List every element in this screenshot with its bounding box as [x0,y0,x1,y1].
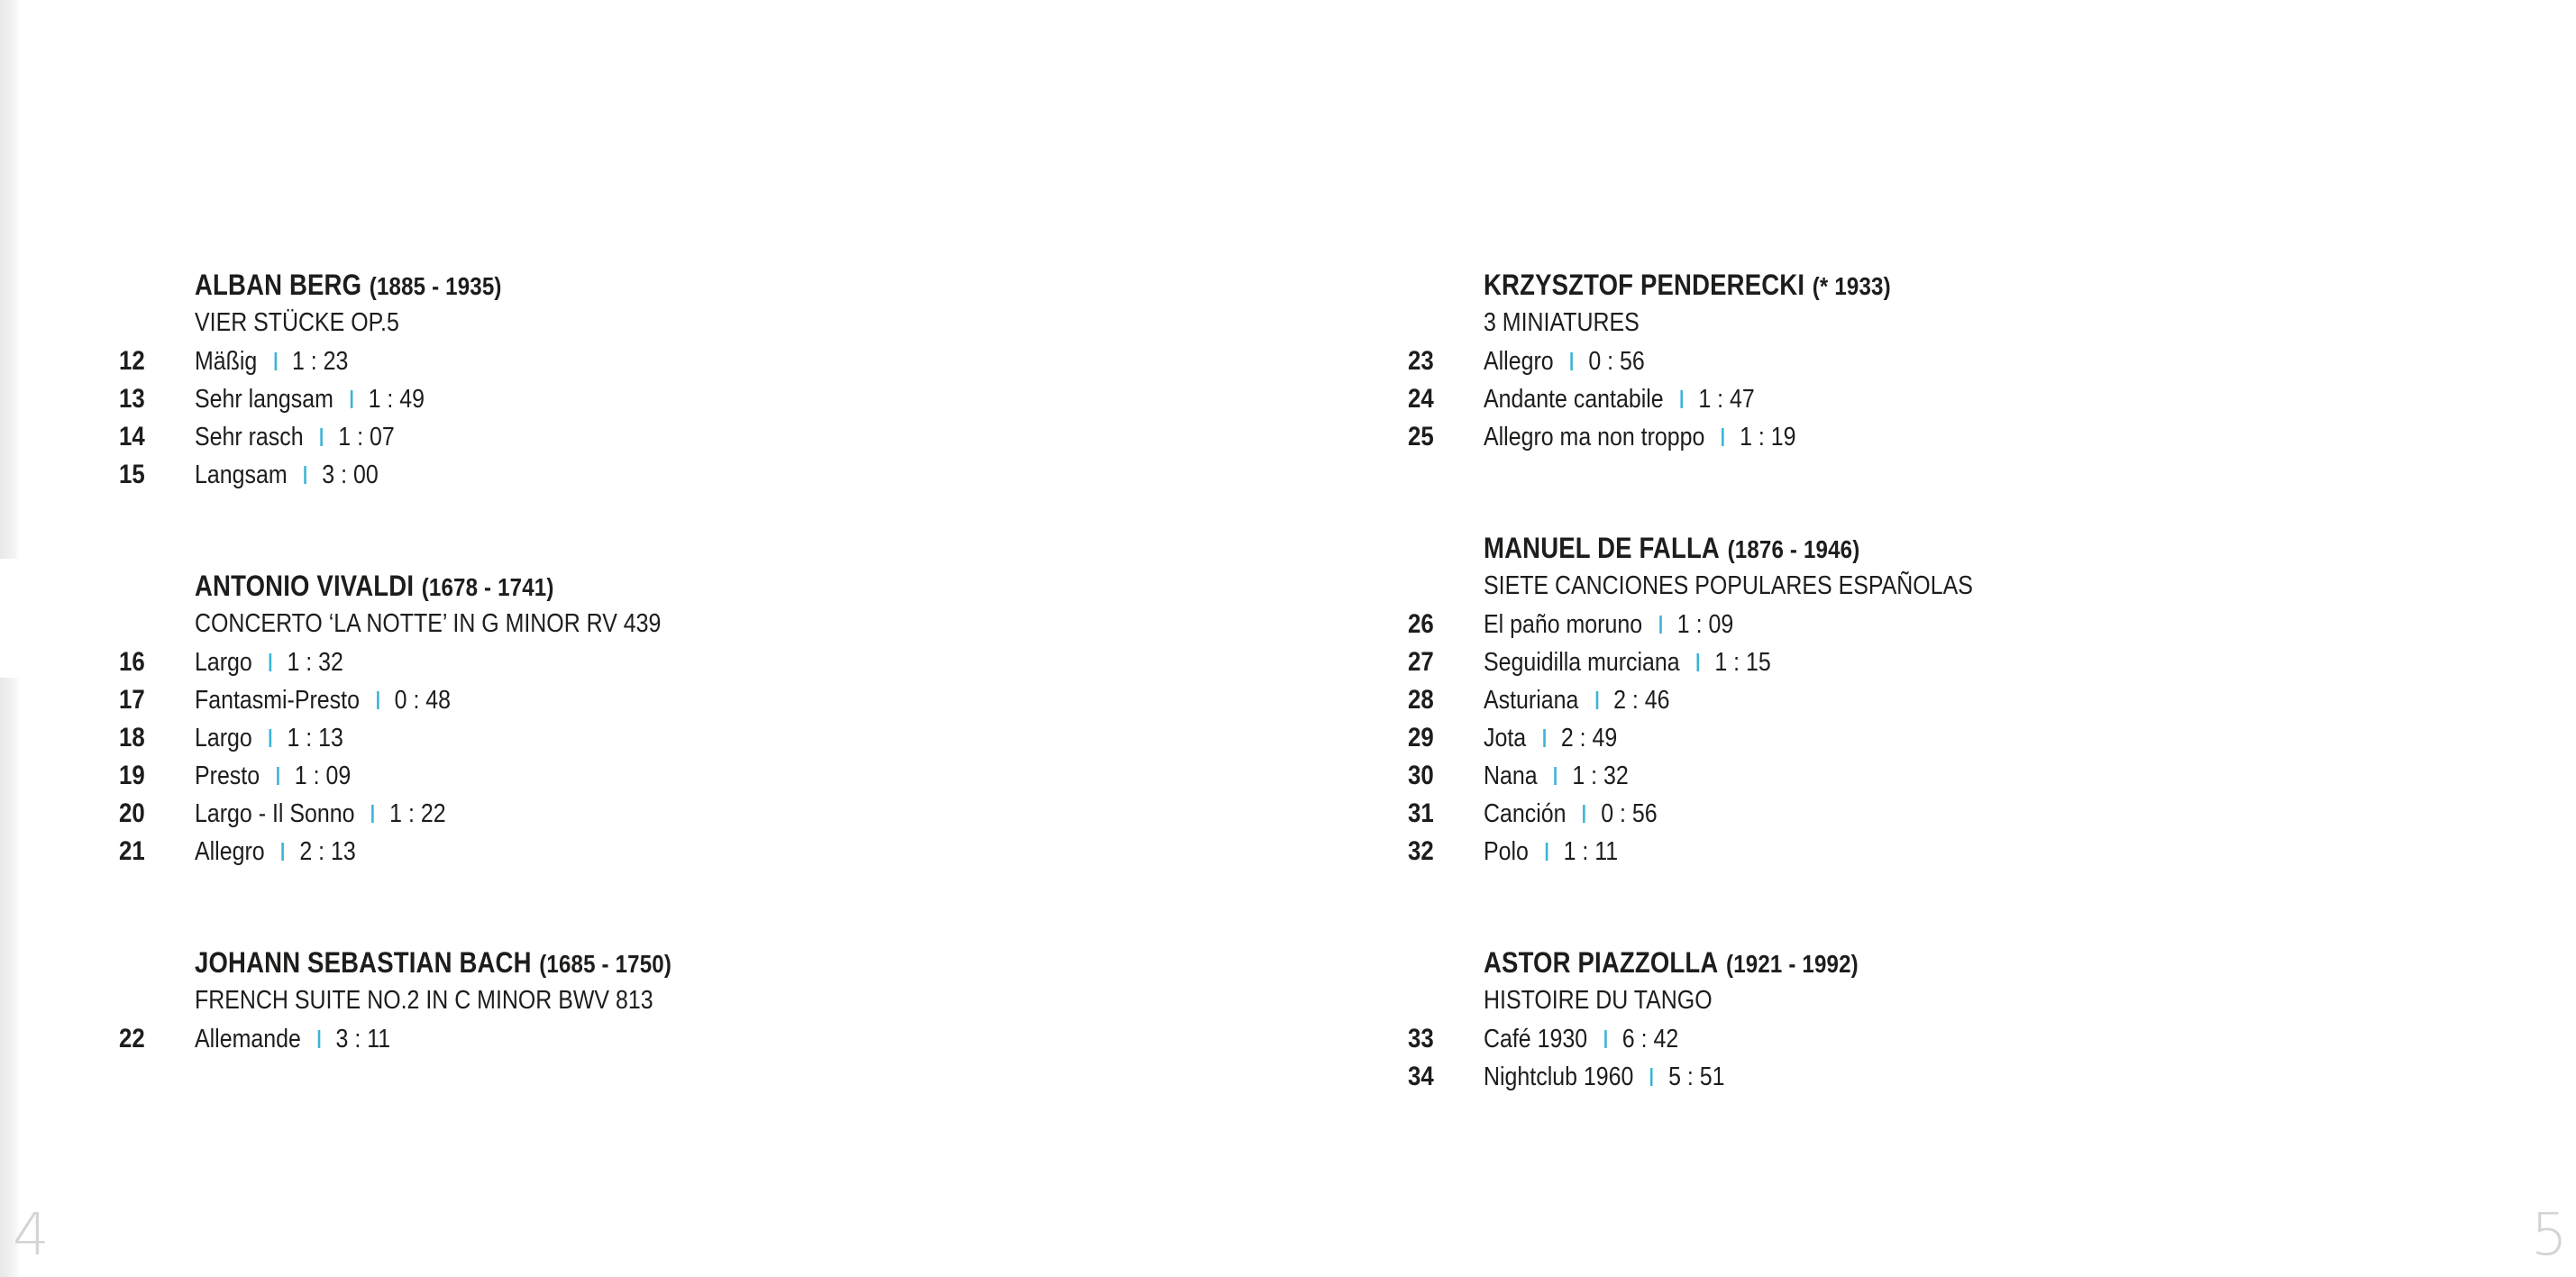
track-duration: 6 : 42 [1621,1025,1679,1054]
track-row [0,342,1280,380]
track-title: Presto [195,762,260,790]
work-title: FRENCH SUITE NO.2 IN C MINOR BWV 813 [195,986,653,1015]
track-title: Largo - Il Sonno [195,799,355,828]
separator-bar [277,767,279,785]
track-number: 12 [119,346,145,376]
track-row [0,418,1280,456]
track-number: 27 [1408,647,1434,677]
track-number: 16 [119,647,145,677]
separator-bar [305,466,307,484]
composer-name: ASTOR PIAZZOLLA [1484,946,1719,979]
track-duration: 1 : 22 [389,799,446,828]
track-number: 29 [1408,723,1434,753]
track-duration: 2 : 13 [299,837,356,866]
track-title: Seguidilla murciana [1484,648,1680,677]
track-duration: 2 : 46 [1613,686,1670,715]
track-title: Nana [1484,762,1538,790]
track-title: Largo [195,724,252,753]
track-title: El paño moruno [1484,610,1643,639]
track-title: Allemande [195,1025,301,1054]
work-title: CONCERTO ‘LA NOTTE’ IN G MINOR RV 439 [195,609,662,638]
composer-name: ALBAN BERG [195,269,362,301]
track-number: 23 [1408,346,1434,376]
track-row [1289,643,2569,681]
separator-bar [377,691,379,709]
separator-bar [1583,805,1585,823]
track-number: 28 [1408,685,1434,715]
track-title: Asturiana [1484,686,1579,715]
track-number: 20 [119,798,145,828]
separator-bar [318,1030,321,1048]
separator-bar [321,428,324,446]
track-title: Jota [1484,724,1527,753]
track-title: Allegro [195,837,265,866]
track-number: 13 [119,384,145,414]
track-title: Allegro [1484,347,1554,376]
track-row [0,795,1280,833]
track-row [0,757,1280,795]
track-row [1289,418,2569,456]
track-row [0,719,1280,757]
track-duration: 3 : 11 [335,1025,391,1054]
track-title: Polo [1484,837,1529,866]
track-duration: 1 : 23 [291,347,349,376]
track-row [0,681,1280,719]
track-title: Nightclub 1960 [1484,1063,1634,1091]
track-duration: 1 : 13 [287,724,343,753]
separator-bar [1722,428,1724,446]
work-title: SIETE CANCIONES POPULARES ESPAÑOLAS [1484,571,1973,600]
separator-bar [1546,843,1548,861]
page-number-left: 4 [13,1202,50,1269]
track-number: 24 [1408,384,1434,414]
track-duration: 1 : 49 [368,385,425,414]
track-title: Café 1930 [1484,1025,1588,1054]
track-title: Sehr langsam [195,385,333,414]
track-row [1289,795,2569,833]
separator-bar [1650,1068,1653,1086]
track-row [1289,342,2569,380]
composer-heading [1484,944,1859,982]
separator-bar [282,843,285,861]
composer-dates: (1876 - 1946) [1727,535,1860,563]
track-title: Andante cantabile [1484,385,1664,414]
separator-bar [1555,767,1557,785]
track-duration: 0 : 56 [1588,347,1645,376]
separator-bar [1697,653,1700,671]
track-duration: 3 : 00 [322,461,379,489]
separator-bar [1571,352,1574,370]
track-number: 30 [1408,761,1434,790]
work-title: HISTOIRE DU TANGO [1484,986,1713,1015]
track-number: 32 [1408,836,1434,866]
work-title: VIER STÜCKE OP.5 [195,308,399,337]
track-row [0,380,1280,418]
composer-heading [1484,267,1891,305]
track-number: 34 [1408,1062,1434,1091]
track-duration: 0 : 48 [394,686,452,715]
separator-bar [1595,691,1598,709]
track-row [1289,757,2569,795]
track-number: 15 [119,460,145,489]
track-number: 18 [119,723,145,753]
track-duration: 1 : 19 [1740,423,1796,452]
separator-bar [269,729,272,747]
composer-heading [1484,530,1859,568]
track-title: Mäßig [195,347,258,376]
track-number: 19 [119,761,145,790]
track-duration: 1 : 09 [1676,610,1734,639]
track-row [1289,681,2569,719]
track-number: 21 [119,836,145,866]
track-duration: 5 : 51 [1668,1063,1725,1091]
track-row [1289,833,2569,871]
track-number: 31 [1408,798,1434,828]
track-number: 26 [1408,609,1434,639]
separator-bar [1604,1030,1607,1048]
separator-bar [269,653,272,671]
track-duration: 1 : 32 [287,648,343,677]
track-title: Langsam [195,461,288,489]
track-row [1289,380,2569,418]
track-number: 17 [119,685,145,715]
composer-name: JOHANN SEBASTIAN BACH [195,946,532,979]
track-duration: 1 : 07 [338,423,395,452]
track-duration: 1 : 11 [1563,837,1619,866]
track-number: 33 [1408,1024,1434,1054]
track-duration: 2 : 49 [1560,724,1618,753]
composer-dates: (* 1933) [1812,272,1891,300]
work-title: 3 MINIATURES [1484,308,1640,337]
track-row [1289,1058,2569,1096]
separator-bar [351,390,353,408]
track-title: Canción [1484,799,1567,828]
composer-heading [195,944,671,982]
track-duration: 1 : 32 [1572,762,1629,790]
composer-dates: (1678 - 1741) [421,573,554,601]
separator-bar [371,805,374,823]
track-title: Allegro ma non troppo [1484,423,1705,452]
track-row [1289,1020,2569,1058]
composer-name: MANUEL DE FALLA [1484,532,1720,564]
track-row [0,456,1280,494]
track-row [1289,719,2569,757]
page-number-right: 5 [2531,1202,2568,1269]
track-number: 22 [119,1024,145,1054]
separator-bar [1659,616,1662,634]
track-duration: 1 : 09 [294,762,352,790]
track-number: 14 [119,422,145,452]
track-row [0,1020,1280,1058]
composer-heading [195,568,554,606]
track-duration: 0 : 56 [1601,799,1658,828]
track-row [1289,606,2569,643]
composer-dates: (1921 - 1992) [1726,950,1859,978]
track-title: Largo [195,648,252,677]
composer-name: ANTONIO VIVALDI [195,570,415,602]
separator-bar [1543,729,1546,747]
composer-heading [195,267,502,305]
track-duration: 1 : 15 [1714,648,1771,677]
track-row [0,833,1280,871]
separator-bar [1681,390,1684,408]
track-title: Sehr rasch [195,423,304,452]
composer-name: KRZYSZTOF PENDERECKI [1484,269,1805,301]
separator-bar [274,352,277,370]
track-duration: 1 : 47 [1698,385,1755,414]
track-number: 25 [1408,422,1434,452]
composer-dates: (1885 - 1935) [369,272,502,300]
composer-dates: (1685 - 1750) [539,950,672,978]
track-row [0,643,1280,681]
track-title: Fantasmi-Presto [195,686,360,715]
